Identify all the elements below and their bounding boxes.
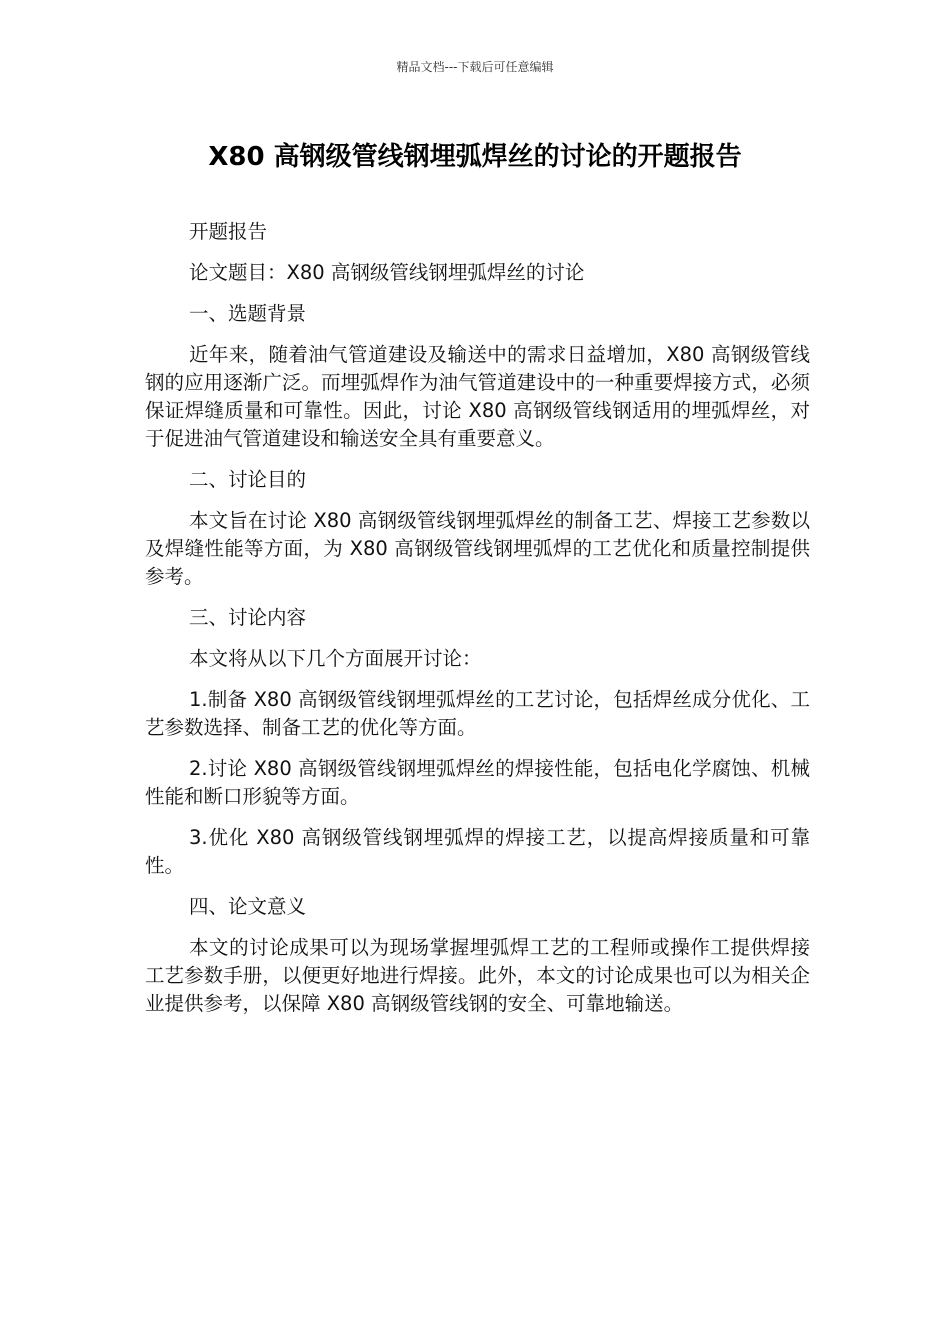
- heading-significance: 四、论文意义: [189, 895, 307, 918]
- heading-background: 一、选题背景: [189, 302, 307, 325]
- header-note: 精品文档---下载后可任意编辑: [396, 60, 554, 74]
- paragraph-purpose: 本文旨在讨论 X80 高钢级管线钢埋弧焊丝的制备工艺、焊接工艺参数以及焊缝性能等方面，为 X80 高钢级管线钢埋弧焊的工艺优化和质量控制提供参考。: [145, 509, 810, 588]
- heading-content: 三、讨论内容: [189, 606, 307, 629]
- list-item-1: 1.制备 X80 高钢级管线钢埋弧焊丝的工艺讨论，包括焊丝成分优化、工艺参数选择、制备工艺的优化等方面。: [145, 688, 810, 739]
- document-title: X80 高钢级管线钢埋弧焊丝的讨论的开题报告: [208, 142, 742, 172]
- list-item-2: 2.讨论 X80 高钢级管线钢埋弧焊丝的焊接性能，包括电化学腐蚀、机械性能和断口形貌等方面。: [145, 757, 810, 808]
- paragraph-thesis-title: 论文题目：X80 高钢级管线钢埋弧焊丝的讨论: [189, 261, 585, 284]
- heading-purpose: 二、讨论目的: [189, 468, 307, 491]
- list-item-3: 3.优化 X80 高钢级管线钢埋弧焊的焊接工艺，以提高焊接质量和可靠性。: [145, 826, 810, 877]
- paragraph-content-intro: 本文将从以下几个方面展开讨论：: [189, 647, 482, 670]
- document-body: [145, 218, 810, 1031]
- paragraph-significance: 本文的讨论成果可以为现场掌握埋弧焊工艺的工程师或操作工提供焊接工艺参数手册，以便更好地进行焊接。此外，本文的讨论成果也可以为相关企业提供参考，以保障 X80 高钢级管线钢的安全、可靠地输送。: [145, 936, 810, 1015]
- paragraph-background: 近年来，随着油气管道建设及输送中的需求日益增加，X80 高钢级管线钢的应用逐渐广泛。而埋弧焊作为油气管道建设中的一种重要焊接方式，必须保证焊缝质量和可靠性。因此，讨论 X80 高钢级管线钢适用的埋弧焊丝，对于促进油气管道建设和输送安全具有重要意义。: [145, 343, 810, 450]
- paragraph-report-label: 开题报告: [189, 220, 268, 243]
